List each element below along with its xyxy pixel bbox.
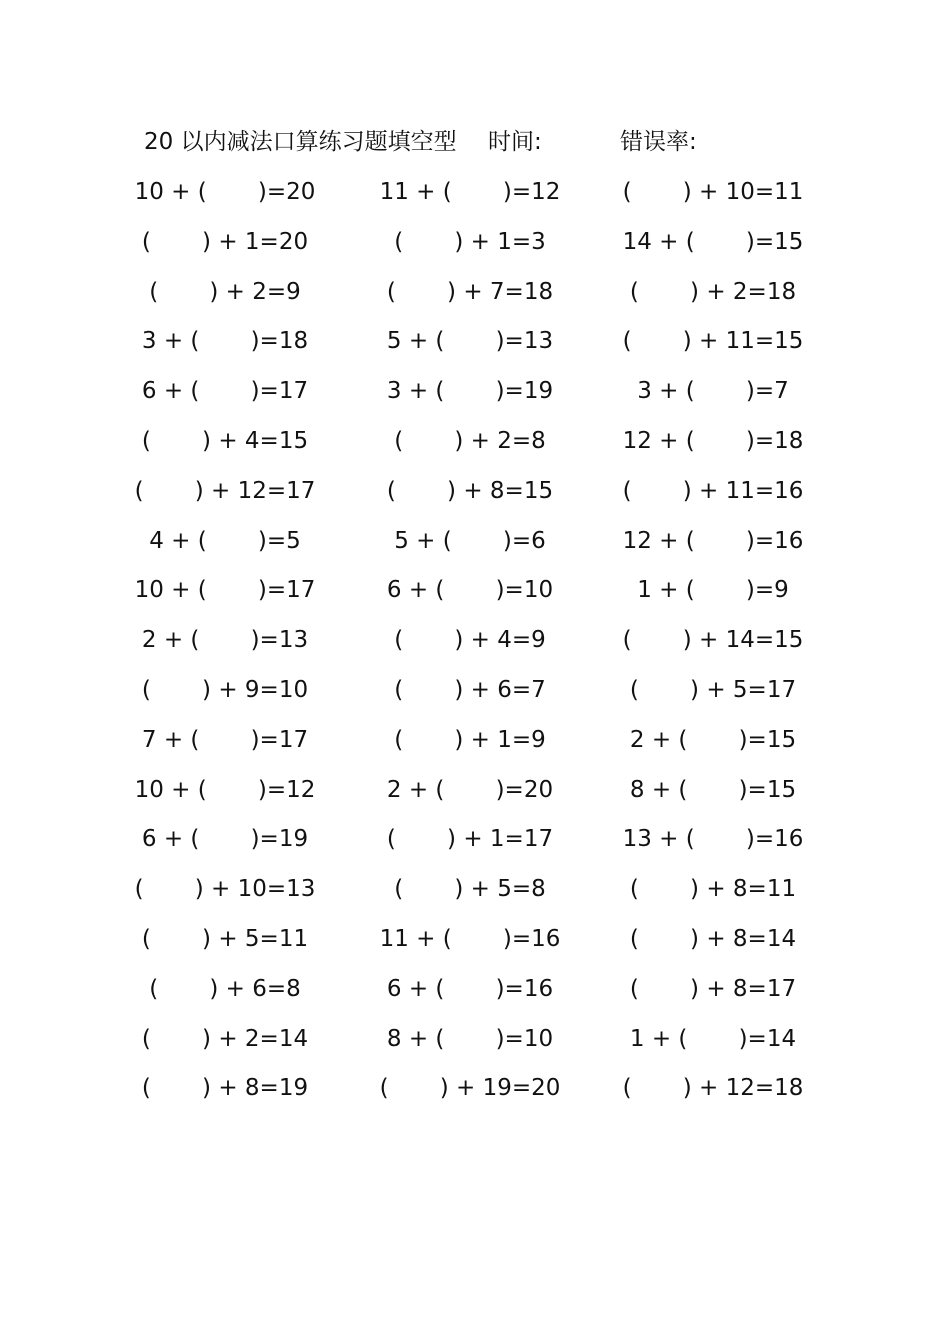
math-problem: ( ) + 12=18: [622, 1075, 804, 1102]
math-problem: 7 + ( )=17: [141, 726, 309, 753]
math-problem: 6 + ( )=17: [141, 378, 309, 405]
math-problem: ( ) + 2=18: [629, 278, 797, 305]
math-problem: 6 + ( )=16: [386, 975, 554, 1002]
math-problem: ( ) + 5=17: [629, 676, 797, 703]
math-problem: ( ) + 12=17: [134, 477, 316, 504]
math-problem: 2 + ( )=20: [386, 776, 554, 803]
math-problem: ( ) + 7=18: [386, 278, 554, 305]
problem-row: [0, 521, 950, 571]
math-problem: ( ) + 8=11: [629, 876, 797, 903]
math-problem: ( ) + 2=14: [141, 1025, 309, 1052]
problem-row: [0, 1019, 950, 1069]
math-problem: 11 + ( )=16: [379, 925, 561, 952]
problem-row: [0, 969, 950, 1019]
math-problem: 3 + ( )=7: [637, 378, 789, 405]
math-problem: ( ) + 5=8: [394, 876, 546, 903]
math-problem: ( ) + 8=17: [629, 975, 797, 1002]
problem-row: [0, 172, 950, 222]
worksheet-title: 20 以内减法口算练习题填空型: [144, 129, 457, 155]
problem-row: [0, 869, 950, 919]
problem-row: [0, 222, 950, 272]
math-problem: 1 + ( )=14: [629, 1025, 797, 1052]
math-problem: 4 + ( )=5: [149, 527, 301, 554]
problem-row: [0, 471, 950, 521]
problem-row: [0, 720, 950, 770]
math-problem: 5 + ( )=6: [394, 527, 546, 554]
problem-row: [0, 421, 950, 471]
math-problem: ( ) + 2=8: [394, 427, 546, 454]
math-problem: 8 + ( )=10: [386, 1025, 554, 1052]
time-label: 时间:: [488, 129, 542, 155]
math-problem: ( ) + 4=9: [394, 627, 546, 654]
math-problem: ( ) + 6=7: [394, 676, 546, 703]
math-problem: 13 + ( )=16: [622, 826, 804, 853]
math-problem: 11 + ( )=12: [379, 179, 561, 205]
problem-row: [0, 620, 950, 670]
math-problem: ( ) + 1=17: [386, 826, 554, 853]
problem-row: [0, 819, 950, 869]
math-problem: ( ) + 1=20: [141, 228, 309, 255]
math-problem: ( ) + 10=13: [134, 876, 316, 903]
math-problem: 1 + ( )=9: [637, 577, 789, 604]
math-problem: 3 + ( )=19: [386, 378, 554, 405]
problem-row: [0, 371, 950, 421]
problem-row: [0, 570, 950, 620]
problem-row: [0, 770, 950, 820]
math-problem: ( ) + 9=10: [141, 676, 309, 703]
error-rate-label: 错误率:: [620, 129, 697, 155]
math-problem: ( ) + 19=20: [379, 1075, 561, 1102]
problem-row: [0, 670, 950, 720]
math-problem: ( ) + 8=19: [141, 1075, 309, 1102]
problem-row: [0, 1068, 950, 1118]
math-problem: ( ) + 4=15: [141, 427, 309, 454]
math-problem: 12 + ( )=18: [622, 427, 804, 454]
math-problem: ( ) + 8=14: [629, 925, 797, 952]
math-problem: ( ) + 14=15: [622, 627, 804, 654]
math-problem: ( ) + 1=3: [394, 228, 546, 255]
problem-row: [0, 919, 950, 969]
problem-grid: [0, 172, 950, 1118]
math-problem: 6 + ( )=10: [386, 577, 554, 604]
math-problem: 6 + ( )=19: [141, 826, 309, 853]
math-problem: ( ) + 5=11: [141, 925, 309, 952]
math-problem: 5 + ( )=13: [386, 328, 554, 355]
math-problem: 10 + ( )=20: [134, 179, 316, 205]
math-problem: ( ) + 10=11: [622, 179, 804, 205]
math-problem: 2 + ( )=15: [629, 726, 797, 753]
problem-row: [0, 321, 950, 371]
math-problem: 14 + ( )=15: [622, 228, 804, 255]
worksheet-header: [144, 124, 844, 160]
math-problem: ( ) + 2=9: [149, 278, 301, 305]
problem-row: [0, 272, 950, 322]
math-problem: ( ) + 11=15: [622, 328, 804, 355]
math-problem: 8 + ( )=15: [629, 776, 797, 803]
math-problem: 12 + ( )=16: [622, 527, 804, 554]
math-problem: 10 + ( )=12: [134, 776, 316, 803]
math-problem: ( ) + 11=16: [622, 477, 804, 504]
math-problem: ( ) + 6=8: [149, 975, 301, 1002]
math-problem: 10 + ( )=17: [134, 577, 316, 604]
math-problem: 2 + ( )=13: [141, 627, 309, 654]
math-problem: ( ) + 1=9: [394, 726, 546, 753]
math-problem: 3 + ( )=18: [141, 328, 309, 355]
math-problem: ( ) + 8=15: [386, 477, 554, 504]
